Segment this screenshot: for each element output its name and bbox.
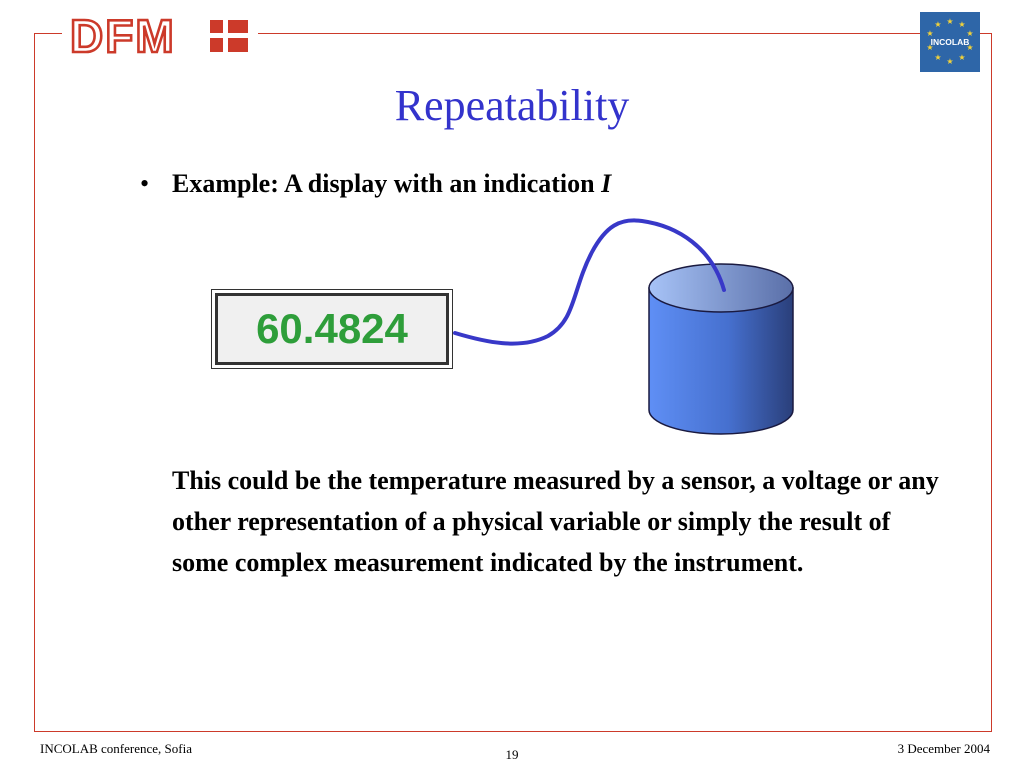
svg-text:★: ★ — [934, 53, 942, 62]
footer-page-number: 19 — [505, 747, 519, 762]
dfm-logo-text: DFM — [70, 12, 176, 58]
svg-text:★: ★ — [934, 20, 942, 29]
display-value: 60.4824 — [256, 305, 408, 352]
svg-text:★: ★ — [946, 57, 954, 66]
description-text: This could be the temperature measured by a sensor, a voltage or any other representation of a physical variable or simply the result of some complex measurement indicated by the instrument. — [172, 466, 939, 577]
svg-text:★: ★ — [966, 43, 974, 52]
svg-text:★: ★ — [926, 29, 934, 38]
bullet-symbol: • — [140, 169, 150, 198]
display-screen — [215, 293, 449, 365]
sensor-cylinder-icon — [649, 264, 793, 434]
bullet-text: Example: A display with an indication — [172, 169, 602, 198]
svg-text:★: ★ — [946, 17, 954, 26]
footer-conference: INCOLAB conference, Sofia — [40, 741, 192, 756]
svg-text:★: ★ — [958, 20, 966, 29]
slide-title: Repeatability — [394, 81, 630, 130]
svg-text:★: ★ — [926, 43, 934, 52]
incolab-logo-text: INCOLAB — [930, 37, 970, 47]
svg-text:★: ★ — [966, 29, 974, 38]
instrument-display — [211, 289, 453, 369]
svg-text:★: ★ — [958, 53, 966, 62]
footer-date: 3 December 2004 — [897, 741, 990, 756]
bullet-variable: I — [601, 169, 612, 198]
